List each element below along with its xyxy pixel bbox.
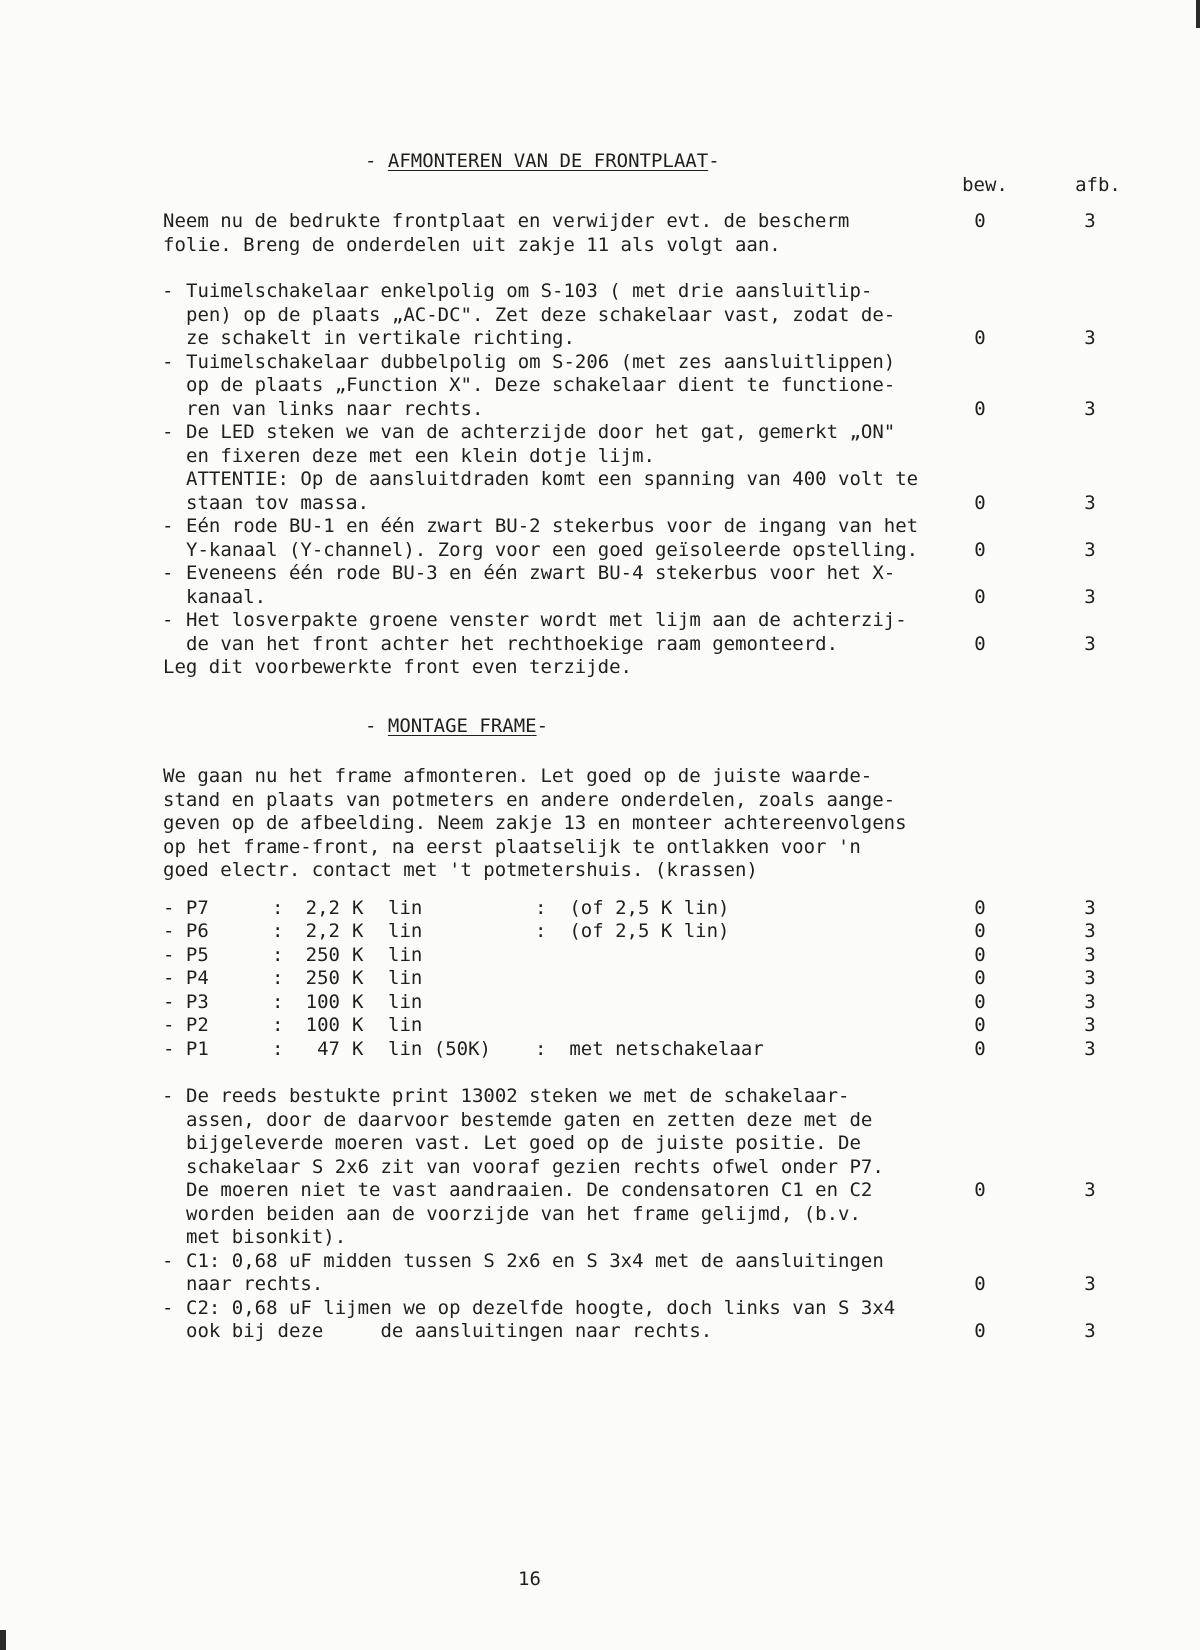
potmeter-unit: K bbox=[352, 896, 364, 919]
potmeter-unit: K bbox=[352, 1037, 364, 1060]
potmeter-unit: K bbox=[352, 967, 364, 989]
colon: : bbox=[272, 943, 284, 966]
potmeter-unit: K bbox=[352, 1014, 364, 1036]
afb-reference: 3 bbox=[1084, 1273, 1096, 1295]
potmeter-name: - P4 bbox=[163, 967, 209, 989]
section-heading-montage-frame: - MONTAGE FRAME- bbox=[365, 715, 549, 737]
list-item-line: ook bij deze de aansluitingen naar rechts. bbox=[186, 1320, 713, 1342]
afb-reference: 3 bbox=[1084, 327, 1096, 349]
list-item-line: worden beiden aan de voorzijde van het frame gelijmd, (b.v. bbox=[186, 1202, 861, 1225]
list-bullet: - bbox=[162, 1249, 174, 1272]
afb-reference: 3 bbox=[1084, 210, 1096, 232]
list-item-line: met bisonkit). bbox=[186, 1226, 347, 1248]
bew-check-mark: 0 bbox=[974, 538, 986, 561]
potmeter-value: 47 bbox=[317, 1037, 340, 1060]
colon: : bbox=[272, 990, 284, 1013]
list-item-line: pen) op de plaats „AC-DC". Zet deze schakelaar vast, zodat de- bbox=[186, 303, 896, 326]
list-item-line: Tuimelschakelaar dubbelpolig om S-206 (met zes aansluitlippen) bbox=[186, 350, 896, 373]
afb-reference: 3 bbox=[1084, 632, 1096, 655]
list-bullet: - bbox=[162, 280, 174, 302]
potmeter-value: 250 bbox=[305, 967, 340, 989]
colon: : bbox=[272, 896, 284, 919]
column-header-bew: bew. bbox=[962, 174, 1008, 196]
list-item-line: op de plaats „Function X". Deze schakelaar dient te functione- bbox=[186, 374, 896, 396]
colon: : bbox=[272, 967, 284, 989]
bew-check-mark: 0 bbox=[974, 967, 986, 989]
list-item-line: schakelaar S 2x6 zit van vooraf gezien rechts ofwel onder P7. bbox=[186, 1155, 884, 1178]
list-item-line: staan tov massa. bbox=[186, 491, 370, 514]
potmeter-value: 100 bbox=[305, 990, 340, 1013]
afb-reference: 3 bbox=[1084, 538, 1096, 561]
potmeter-unit: K bbox=[352, 990, 364, 1013]
potmeter-value: 2,2 bbox=[305, 896, 340, 919]
closing-line: Leg dit voorbewerkte front even terzijde. bbox=[163, 656, 632, 678]
bew-check-mark: 0 bbox=[974, 990, 986, 1013]
afb-reference: 3 bbox=[1084, 1014, 1096, 1036]
list-item-line: Het losverpakte groene venster wordt met lijm aan de achterzij- bbox=[186, 609, 907, 631]
list-bullet: - bbox=[162, 421, 174, 443]
potmeter-type: lin bbox=[388, 920, 423, 942]
list-item-line: assen, door de daarvoor bestemde gaten en zetten deze met de bbox=[186, 1108, 873, 1131]
afb-reference: 3 bbox=[1084, 585, 1096, 608]
list-bullet: - bbox=[162, 350, 174, 373]
potmeter-note: : (of 2,5 K lin) bbox=[535, 920, 730, 942]
potmeter-unit: K bbox=[352, 943, 364, 966]
potmeter-name: - P1 bbox=[163, 1037, 209, 1060]
list-item-line: bijgeleverde moeren vast. Let goed op de juiste positie. De bbox=[186, 1132, 861, 1154]
list-item-line: kanaal. bbox=[186, 585, 267, 608]
potmeter-name: - P3 bbox=[163, 990, 209, 1013]
scan-corner-mark bbox=[0, 1630, 6, 1650]
list-item-line: C2: 0,68 uF lijmen we op dezelfde hoogte, doch links van S 3x4 bbox=[186, 1296, 896, 1319]
afb-reference: 3 bbox=[1084, 1320, 1096, 1342]
potmeter-value: 100 bbox=[305, 1014, 340, 1036]
bew-check-mark: 0 bbox=[974, 920, 986, 942]
list-bullet: - bbox=[162, 1296, 174, 1319]
list-item-line: naar rechts. bbox=[186, 1273, 324, 1295]
potmeter-type: lin bbox=[388, 943, 423, 966]
bew-check-mark: 0 bbox=[974, 1179, 986, 1201]
list-item-line: ATTENTIE: Op de aansluitdraden komt een spanning van 400 volt te bbox=[186, 468, 919, 490]
potmeter-unit: K bbox=[352, 920, 364, 942]
afb-reference: 3 bbox=[1084, 896, 1096, 919]
list-bullet: - bbox=[162, 609, 174, 631]
bew-check-mark: 0 bbox=[974, 210, 986, 232]
intro-line: Neem nu de bedrukte frontplaat en verwijder evt. de bescherm bbox=[163, 210, 850, 232]
colon: : bbox=[272, 1037, 284, 1060]
afb-reference: 3 bbox=[1084, 920, 1096, 942]
intro-line: folie. Breng de onderdelen uit zakje 11 als volgt aan. bbox=[163, 233, 781, 256]
afb-reference: 3 bbox=[1084, 943, 1096, 966]
list-bullet: - bbox=[162, 562, 174, 584]
list-bullet: - bbox=[162, 1085, 174, 1107]
bew-check-mark: 0 bbox=[974, 632, 986, 655]
column-header-afb: afb. bbox=[1075, 174, 1121, 196]
bew-check-mark: 0 bbox=[974, 896, 986, 919]
bew-check-mark: 0 bbox=[974, 1037, 986, 1060]
afb-reference: 3 bbox=[1084, 967, 1096, 989]
list-item-line: en fixeren deze met een klein dotje lijm. bbox=[186, 444, 655, 467]
colon: : bbox=[272, 920, 284, 942]
potmeter-name: - P7 bbox=[163, 896, 209, 919]
list-item-line: Eén rode BU-1 en één zwart BU-2 stekerbus voor de ingang van het bbox=[186, 515, 919, 537]
list-item-line: De reeds bestukte print 13002 steken we met de schakelaar- bbox=[186, 1085, 850, 1107]
intro-line: goed electr. contact met 't potmetershuis. (krassen) bbox=[163, 859, 758, 881]
list-item-line: Y-kanaal (Y-channel). Zorg voor een goed geïsoleerde opstelling. bbox=[186, 538, 919, 561]
potmeter-value: 250 bbox=[305, 943, 340, 966]
potmeter-note: : met netschakelaar bbox=[535, 1037, 764, 1060]
potmeter-name: - P6 bbox=[163, 920, 209, 942]
page-number: 16 bbox=[518, 1568, 541, 1590]
intro-line: stand en plaats van potmeters en andere onderdelen, zoals aange- bbox=[163, 788, 896, 811]
list-item-line: Tuimelschakelaar enkelpolig om S-103 ( met drie aansluitlip- bbox=[186, 280, 873, 302]
list-item-line: De moeren niet te vast aandraaien. De condensatoren C1 en C2 bbox=[186, 1179, 873, 1201]
list-bullet: - bbox=[162, 515, 174, 537]
potmeter-type: lin bbox=[388, 990, 423, 1013]
list-item-line: de van het front achter het rechthoekige raam gemonteerd. bbox=[186, 632, 839, 655]
potmeter-name: - P5 bbox=[163, 943, 209, 966]
colon: : bbox=[272, 1014, 284, 1036]
potmeter-type: lin bbox=[388, 1014, 423, 1036]
bew-check-mark: 0 bbox=[974, 943, 986, 966]
bew-check-mark: 0 bbox=[974, 1273, 986, 1295]
potmeter-type: lin bbox=[388, 896, 423, 919]
afb-reference: 3 bbox=[1084, 990, 1096, 1013]
bew-check-mark: 0 bbox=[974, 397, 986, 420]
potmeter-type: lin (50K) bbox=[388, 1037, 491, 1060]
bew-check-mark: 0 bbox=[974, 1320, 986, 1342]
afb-reference: 3 bbox=[1084, 491, 1096, 514]
list-item-line: ze schakelt in vertikale richting. bbox=[186, 327, 575, 349]
bew-check-mark: 0 bbox=[974, 491, 986, 514]
bew-check-mark: 0 bbox=[974, 585, 986, 608]
section-heading-frontplaat: - AFMONTEREN VAN DE FRONTPLAAT- bbox=[365, 150, 720, 172]
bew-check-mark: 0 bbox=[974, 327, 986, 349]
potmeter-type: lin bbox=[388, 967, 423, 989]
afb-reference: 3 bbox=[1084, 397, 1096, 420]
intro-line: We gaan nu het frame afmonteren. Let goed op de juiste waarde- bbox=[163, 765, 873, 787]
list-item-line: De LED steken we van de achterzijde door het gat, gemerkt „ON" bbox=[186, 421, 896, 443]
potmeter-name: - P2 bbox=[163, 1014, 209, 1036]
intro-line: op het frame-front, na eerst plaatselijk te ontlakken voor 'n bbox=[163, 835, 861, 858]
afb-reference: 3 bbox=[1084, 1179, 1096, 1201]
intro-line: geven op de afbeelding. Neem zakje 13 en monteer achtereenvolgens bbox=[163, 812, 907, 834]
potmeter-value: 2,2 bbox=[305, 920, 340, 942]
potmeter-note: : (of 2,5 K lin) bbox=[535, 896, 730, 919]
afb-reference: 3 bbox=[1084, 1037, 1096, 1060]
list-item-line: ren van links naar rechts. bbox=[186, 397, 484, 420]
list-item-line: C1: 0,68 uF midden tussen S 2x6 en S 3x4 met de aansluitingen bbox=[186, 1249, 884, 1272]
bew-check-mark: 0 bbox=[974, 1014, 986, 1036]
scan-edge-mark bbox=[1196, 0, 1200, 28]
list-item-line: Eveneens één rode BU-3 en één zwart BU-4 stekerbus voor het X- bbox=[186, 562, 896, 584]
